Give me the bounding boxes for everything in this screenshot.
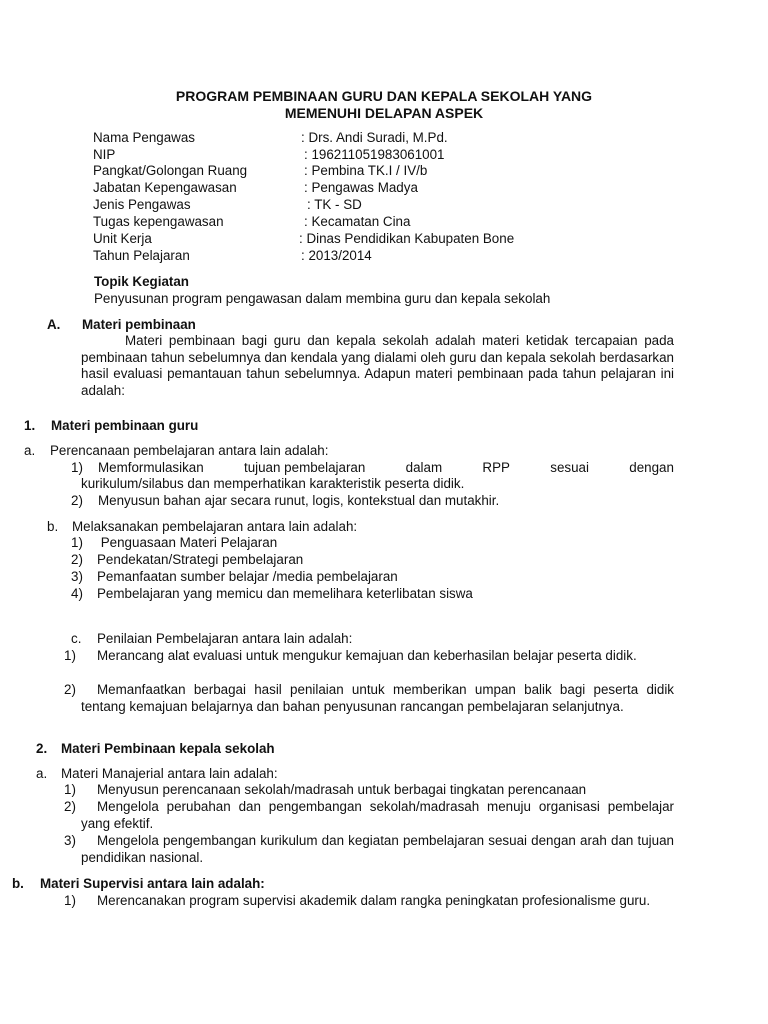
identity-value: : Drs. Andi Suradi, M.Pd. bbox=[301, 130, 448, 145]
identity-value: : 2013/2014 bbox=[301, 248, 372, 263]
sub-a-text: Perencanaan pembelajaran antara lain adalah: bbox=[50, 443, 329, 458]
topic-heading: Topik Kegiatan bbox=[94, 274, 189, 289]
identity-row bbox=[93, 231, 713, 248]
sub-a-marker: a. bbox=[36, 766, 48, 781]
identity-label: Tahun Pelajaran bbox=[93, 248, 190, 263]
list-item-text: Pemanfaatan sumber belajar /media pembelajaran bbox=[97, 569, 398, 584]
identity-row bbox=[93, 248, 713, 265]
identity-value: : Dinas Pendidikan Kabupaten Bone bbox=[299, 231, 515, 246]
list-item-number: 2) bbox=[64, 799, 76, 814]
list-item-word: dengan bbox=[629, 460, 674, 475]
section-a-marker: A. bbox=[47, 317, 61, 332]
sub-b-text: Melaksanakan pembelajaran antara lain adalah: bbox=[72, 519, 358, 534]
identity-label: Tugas kepengawasan bbox=[93, 214, 224, 229]
sub-a-marker: a. bbox=[24, 443, 36, 458]
identity-row bbox=[93, 214, 713, 231]
list-item-line bbox=[98, 460, 674, 477]
document-title-line-2: MEMENUHI DELAPAN ASPEK bbox=[284, 105, 484, 121]
identity-row bbox=[93, 197, 713, 214]
list-item-text: Pendekatan/Strategi pembelajaran bbox=[97, 552, 304, 567]
sub-a-text: Materi Manajerial antara lain adalah: bbox=[61, 766, 278, 781]
list-item-number: 2) bbox=[71, 552, 83, 567]
sub-c-text: Penilaian Pembelajaran antara lain adalah: bbox=[97, 631, 353, 646]
list-item-word: tujuan pembelajaran bbox=[243, 460, 366, 475]
list-item-number: 1) bbox=[71, 460, 83, 475]
list-item-text: Menyusun bahan ajar secara runut, logis, kontekstual dan mutakhir. bbox=[98, 493, 500, 508]
list-item-word: RPP bbox=[482, 460, 510, 475]
list-item-number: 1) bbox=[64, 893, 76, 908]
identity-value: : TK - SD bbox=[307, 197, 362, 212]
list-item-text: Memanfaatkan berbagai hasil penilaian untuk memberikan umpan balik bagi peserta didik tentang kemajuan belajarnya dan bahan penyusunan rancangan pembelajaran selanjutnya. bbox=[81, 682, 674, 714]
section-b-marker: b. bbox=[12, 876, 24, 891]
list-item-number: 1) bbox=[64, 648, 76, 663]
list-item-number: 4) bbox=[71, 586, 83, 601]
identity-value: : 196211051983061001 bbox=[304, 147, 445, 162]
identity-value: : Pembina TK.I / IV/b bbox=[304, 163, 428, 178]
identity-row bbox=[93, 130, 713, 147]
identity-row bbox=[93, 180, 713, 197]
identity-row bbox=[93, 147, 713, 164]
list-item-text: Merancang alat evaluasi untuk mengukur kemajuan dan keberhasilan belajar peserta didik. bbox=[97, 648, 637, 663]
identity-label: Jabatan Kepengawasan bbox=[93, 180, 237, 195]
identity-label: Unit Kerja bbox=[93, 231, 152, 246]
list-item-text: Penguasaan Materi Pelajaran bbox=[97, 535, 278, 550]
list-item-text: Merencanakan program supervisi akademik dalam rangka peningkatan profesionalisme guru. bbox=[97, 893, 651, 908]
section-b-heading: Materi Supervisi antara lain adalah: bbox=[40, 876, 265, 891]
section-2-heading: Materi Pembinaan kepala sekolah bbox=[61, 741, 275, 756]
section-2-marker: 2. bbox=[36, 741, 48, 756]
list-item-number: 3) bbox=[64, 833, 76, 848]
list-item-text: Mengelola perubahan dan pengembangan sekolah/madrasah menuju organisasi pembelajar yang efektif. bbox=[81, 799, 674, 831]
identity-label: NIP bbox=[93, 147, 116, 162]
list-item-number: 2) bbox=[71, 493, 83, 508]
list-item-word: sesuai bbox=[550, 460, 589, 475]
list-item-word: Memformulasikan bbox=[98, 460, 204, 475]
identity-label: Jenis Pengawas bbox=[93, 197, 191, 212]
identity-value: : Pengawas Madya bbox=[304, 180, 418, 195]
identity-row bbox=[93, 163, 713, 180]
sub-c-marker: c. bbox=[71, 631, 82, 646]
list-item-number: 3) bbox=[71, 569, 83, 584]
section-1-marker: 1. bbox=[24, 418, 36, 433]
list-item-text: Pembelajaran yang memicu dan memelihara keterlibatan siswa bbox=[97, 586, 473, 601]
identity-label: Pangkat/Golongan Ruang bbox=[93, 163, 248, 178]
list-item-word: dalam bbox=[405, 460, 443, 475]
list-item-number: 1) bbox=[71, 535, 83, 550]
list-item-text: Mengelola pengembangan kurikulum dan kegiatan pembelajaran sesuai dengan arah dan tujuan pendidikan nasional. bbox=[81, 833, 674, 865]
section-a-heading: Materi pembinaan bbox=[82, 317, 196, 332]
section-1-heading: Materi pembinaan guru bbox=[51, 418, 199, 433]
list-item-number: 2) bbox=[64, 682, 76, 697]
identity-value: : Kecamatan Cina bbox=[304, 214, 411, 229]
section-a-paragraph: Materi pembinaan bagi guru dan kepala sekolah adalah materi ketidak tercapaian pada pembinaan tahun sebelumnya dan kendala yang dialami oleh guru dan kepala sekolah berdasarkan hasil evaluasi pemantauan tahun sebelumnya. Adapun materi pembinaan pada tahun pelajaran ini adalah: bbox=[81, 333, 674, 398]
list-item-text: Menyusun perencanaan sekolah/madrasah untuk berbagai tingkatan perencanaan bbox=[97, 782, 587, 797]
document-title-line-1: PROGRAM PEMBINAAN GURU DAN KEPALA SEKOLAH YANG bbox=[175, 88, 593, 104]
identity-label: Nama Pengawas bbox=[93, 130, 195, 145]
list-item-number: 1) bbox=[64, 782, 76, 797]
sub-b-marker: b. bbox=[47, 519, 59, 534]
topic-text: Penyusunan program pengawasan dalam membina guru dan kepala sekolah bbox=[94, 291, 551, 306]
list-item-continuation: kurikulum/silabus dan memperhatikan karakteristik peserta didik. bbox=[81, 476, 465, 491]
